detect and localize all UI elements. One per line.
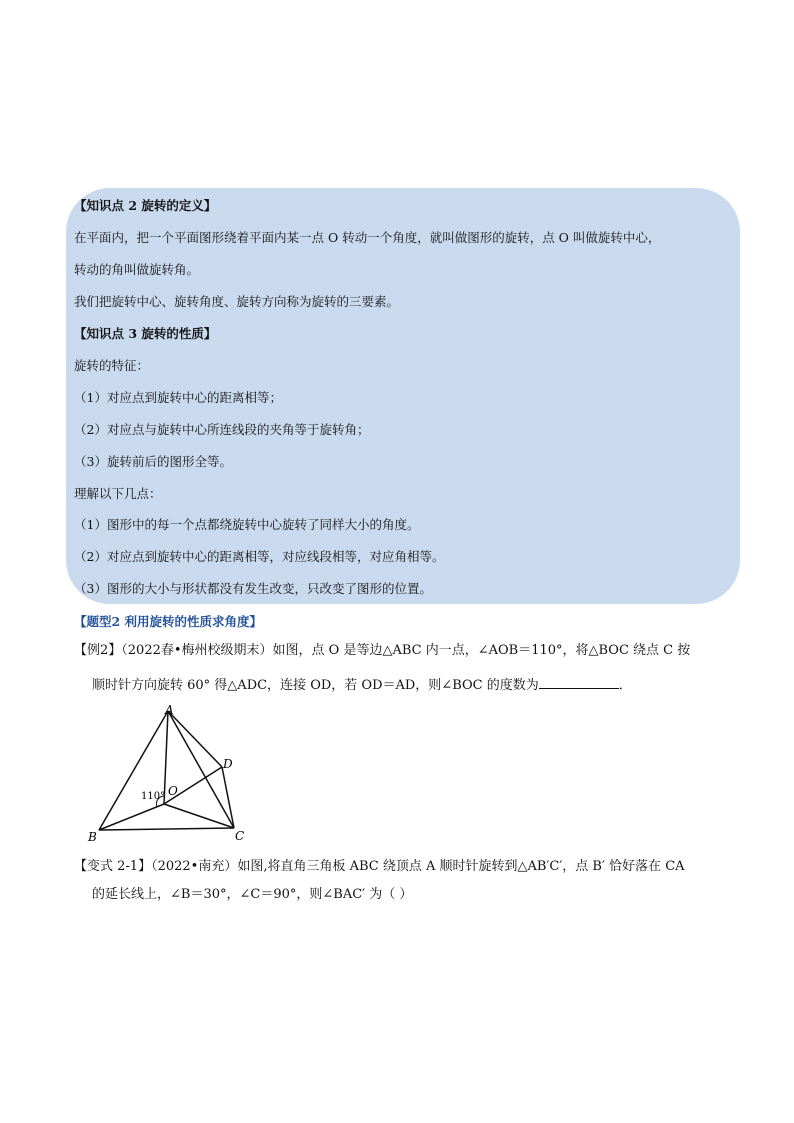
understand-title: 理解以下几点：	[74, 486, 162, 501]
definition-line-1: 在平面内，把一个平面图形绕着平面内某一点 O 转动一个角度，就叫做图形的旋转，点 O 叫做旋转中心，	[74, 230, 661, 245]
example-2-line-1: 【例2】（2022春•梅州校级期末）如图，点 O 是等边△ABC 内一点，∠AOB＝110°，将△BOC 绕点 C 按	[74, 643, 691, 658]
label-A: A	[165, 703, 174, 717]
feature-item: （1）对应点到旋转中心的距离相等；	[74, 390, 282, 405]
answer-blank[interactable]	[539, 676, 619, 689]
example-2-line-2-end: ．	[618, 678, 632, 693]
variant-2-1-line-1: 【变式 2-1】（2022•南充）如图,将直角三角板 ABC 绕顶点 A 顺时针旋转到△AB′C′，点 B′ 恰好落在 CA	[74, 859, 685, 874]
features-title: 旋转的特征：	[74, 358, 150, 373]
label-C: C	[235, 829, 245, 843]
label-D: D	[223, 757, 233, 771]
label-O: O	[168, 784, 178, 798]
understand-item: （2）对应点到旋转中心的距离相等，对应线段相等，对应角相等。	[74, 549, 445, 564]
feature-item: （2）对应点与旋转中心所连线段的夹角等于旋转角；	[74, 422, 370, 437]
definition-line-2: 转动的角叫做旋转角。	[74, 262, 200, 277]
example-2-line-2-text: 顺时针方向旋转 60° 得△ADC，连接 OD，若 OD＝AD，则∠BOC 的度数为	[92, 678, 539, 693]
knowledge-heading-3: 【知识点 3 旋转的性质】	[74, 326, 217, 341]
triangle-figure	[84, 700, 254, 845]
variant-2-1-line-2: 的延长线上，∠B＝30°，∠C＝90°，则∠BAC′ 为（ ）	[92, 887, 413, 902]
question-type-title: 【题型2 利用旋转的性质求角度】	[74, 614, 263, 629]
knowledge-heading-2: 【知识点 2 旋转的定义】	[74, 198, 217, 213]
label-B: B	[88, 830, 97, 844]
understand-item: （1）图形中的每一个点都绕旋转中心旋转了同样大小的角度。	[74, 517, 420, 532]
angle-label: 110°	[141, 791, 166, 802]
feature-item: （3）旋转前后的图形全等。	[74, 454, 232, 469]
definition-line-3: 我们把旋转中心、旋转角度、旋转方向称为旋转的三要素。	[74, 294, 400, 309]
example-2-line-2	[92, 676, 632, 695]
understand-item: （3）图形的大小与形状都没有发生改变，只改变了图形的位置。	[74, 581, 432, 596]
